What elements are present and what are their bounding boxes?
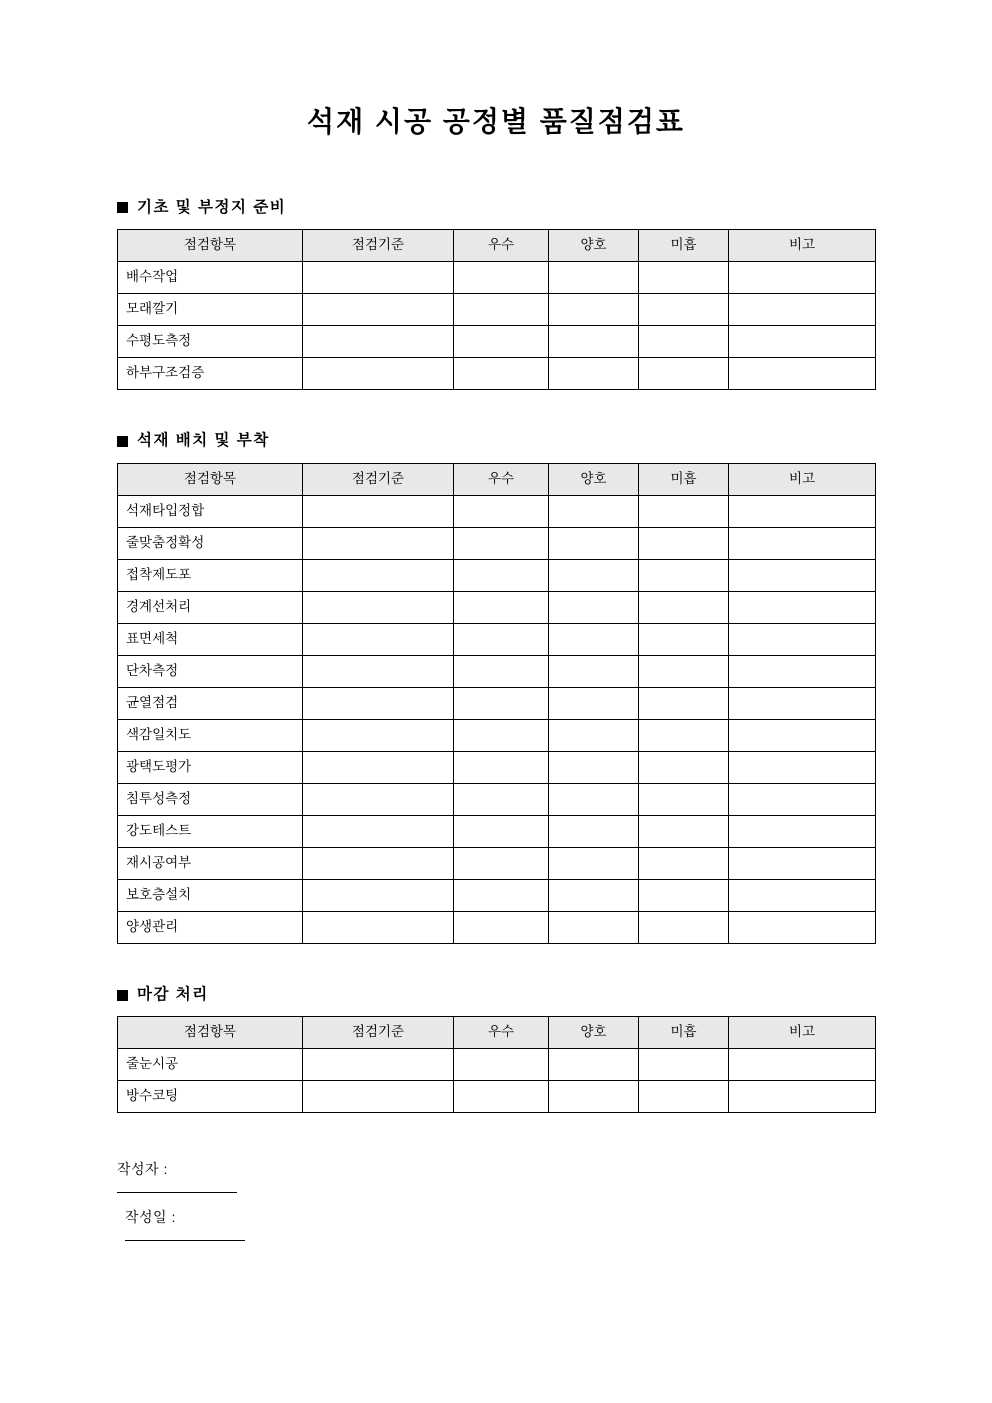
- cell-poor[interactable]: [639, 719, 729, 751]
- row-item-label: 표면세척: [118, 623, 303, 655]
- cell-poor[interactable]: [639, 262, 729, 294]
- table-body-finishing: [118, 1049, 876, 1113]
- column-header-note: 비고: [729, 463, 876, 495]
- table-row: [118, 326, 876, 358]
- column-header-excellent: 우수: [454, 230, 549, 262]
- row-item-label: 석재타입정합: [118, 495, 303, 527]
- row-item-label: 줄눈시공: [118, 1049, 303, 1081]
- cell-excellent[interactable]: [454, 591, 549, 623]
- cell-good[interactable]: [549, 326, 639, 358]
- cell-good[interactable]: [549, 495, 639, 527]
- cell-standard[interactable]: [303, 559, 454, 591]
- table-row: [118, 294, 876, 326]
- table-row: [118, 1049, 876, 1081]
- cell-note[interactable]: [729, 911, 876, 943]
- table-header-row: [118, 230, 876, 262]
- cell-good[interactable]: [549, 591, 639, 623]
- cell-note[interactable]: [729, 815, 876, 847]
- cell-standard[interactable]: [303, 623, 454, 655]
- table-row: [118, 783, 876, 815]
- cell-excellent[interactable]: [454, 358, 549, 390]
- row-item-label: 양생관리: [118, 911, 303, 943]
- column-header-note: 비고: [729, 230, 876, 262]
- cell-poor[interactable]: [639, 687, 729, 719]
- row-item-label: 색감일치도: [118, 719, 303, 751]
- column-header-item: 점검항목: [118, 1017, 303, 1049]
- column-header-good: 양호: [549, 230, 639, 262]
- cell-excellent[interactable]: [454, 294, 549, 326]
- cell-poor[interactable]: [639, 655, 729, 687]
- cell-standard[interactable]: [303, 911, 454, 943]
- row-item-label: 균열점검: [118, 687, 303, 719]
- checklist-table-finishing: [117, 1016, 876, 1113]
- cell-poor[interactable]: [639, 1049, 729, 1081]
- cell-note[interactable]: [729, 751, 876, 783]
- checklist-table-foundation: [117, 229, 876, 390]
- section-heading-label: 석재 배치 및 부착: [137, 432, 270, 450]
- cell-good[interactable]: [549, 783, 639, 815]
- table-row: [118, 591, 876, 623]
- column-header-excellent: 우수: [454, 463, 549, 495]
- cell-excellent[interactable]: [454, 527, 549, 559]
- cell-good[interactable]: [549, 911, 639, 943]
- column-header-good: 양호: [549, 1017, 639, 1049]
- cell-standard[interactable]: [303, 262, 454, 294]
- row-item-label: 침투성측정: [118, 783, 303, 815]
- table-row: [118, 559, 876, 591]
- cell-note[interactable]: [729, 1081, 876, 1113]
- date-label: 작성일 :: [125, 1209, 176, 1226]
- date-row: [117, 1209, 992, 1241]
- section-heading-foundation: [117, 199, 992, 218]
- cell-excellent[interactable]: [454, 623, 549, 655]
- cell-excellent[interactable]: [454, 815, 549, 847]
- table-body-stone-placement: [118, 495, 876, 943]
- cell-note[interactable]: [729, 294, 876, 326]
- cell-excellent[interactable]: [454, 1049, 549, 1081]
- table-row: [118, 687, 876, 719]
- cell-note[interactable]: [729, 326, 876, 358]
- cell-poor[interactable]: [639, 751, 729, 783]
- author-label: 작성자 :: [117, 1161, 168, 1178]
- section-finishing: [0, 986, 992, 1114]
- column-header-standard: 점검기준: [303, 230, 454, 262]
- table-row: [118, 847, 876, 879]
- row-item-label: 강도테스트: [118, 815, 303, 847]
- table-row: [118, 719, 876, 751]
- column-header-good: 양호: [549, 463, 639, 495]
- cell-standard[interactable]: [303, 751, 454, 783]
- cell-excellent[interactable]: [454, 326, 549, 358]
- cell-good[interactable]: [549, 1081, 639, 1113]
- column-header-item: 점검항목: [118, 463, 303, 495]
- table-row: [118, 623, 876, 655]
- table-row: [118, 527, 876, 559]
- row-item-label: 재시공여부: [118, 847, 303, 879]
- date-signature-line[interactable]: [125, 1240, 245, 1241]
- cell-standard[interactable]: [303, 591, 454, 623]
- row-item-label: 경계선처리: [118, 591, 303, 623]
- cell-excellent[interactable]: [454, 783, 549, 815]
- cell-poor[interactable]: [639, 591, 729, 623]
- column-header-poor: 미흡: [639, 230, 729, 262]
- cell-good[interactable]: [549, 559, 639, 591]
- section-stone-placement: [0, 432, 992, 944]
- cell-standard[interactable]: [303, 719, 454, 751]
- cell-good[interactable]: [549, 655, 639, 687]
- cell-note[interactable]: [729, 719, 876, 751]
- cell-poor[interactable]: [639, 495, 729, 527]
- cell-excellent[interactable]: [454, 751, 549, 783]
- cell-standard[interactable]: [303, 687, 454, 719]
- author-row: [117, 1161, 992, 1193]
- column-header-excellent: 우수: [454, 1017, 549, 1049]
- signature-block: [117, 1161, 992, 1241]
- cell-poor[interactable]: [639, 326, 729, 358]
- row-item-label: 모래깔기: [118, 294, 303, 326]
- table-header-row: [118, 463, 876, 495]
- cell-excellent[interactable]: [454, 262, 549, 294]
- row-item-label: 방수코팅: [118, 1081, 303, 1113]
- cell-poor[interactable]: [639, 879, 729, 911]
- table-header-row: [118, 1017, 876, 1049]
- author-signature-line[interactable]: [117, 1192, 237, 1193]
- square-bullet-icon: [117, 990, 128, 1001]
- cell-note[interactable]: [729, 591, 876, 623]
- cell-good[interactable]: [549, 527, 639, 559]
- cell-standard[interactable]: [303, 655, 454, 687]
- cell-excellent[interactable]: [454, 1081, 549, 1113]
- cell-excellent[interactable]: [454, 879, 549, 911]
- cell-excellent[interactable]: [454, 847, 549, 879]
- cell-note[interactable]: [729, 559, 876, 591]
- table-row: [118, 358, 876, 390]
- checklist-table-stone-placement: [117, 463, 876, 944]
- square-bullet-icon: [117, 202, 128, 213]
- column-header-standard: 점검기준: [303, 463, 454, 495]
- column-header-standard: 점검기준: [303, 1017, 454, 1049]
- cell-excellent[interactable]: [454, 687, 549, 719]
- cell-poor[interactable]: [639, 358, 729, 390]
- row-item-label: 줄맞춤정확성: [118, 527, 303, 559]
- section-heading-label: 마감 처리: [137, 985, 209, 1003]
- row-item-label: 수평도측정: [118, 326, 303, 358]
- cell-standard[interactable]: [303, 783, 454, 815]
- row-item-label: 보호층설치: [118, 879, 303, 911]
- column-header-poor: 미흡: [639, 1017, 729, 1049]
- cell-standard[interactable]: [303, 294, 454, 326]
- cell-standard[interactable]: [303, 1081, 454, 1113]
- cell-poor[interactable]: [639, 847, 729, 879]
- cell-excellent[interactable]: [454, 559, 549, 591]
- cell-standard[interactable]: [303, 358, 454, 390]
- cell-note[interactable]: [729, 527, 876, 559]
- cell-poor[interactable]: [639, 783, 729, 815]
- column-header-poor: 미흡: [639, 463, 729, 495]
- cell-note[interactable]: [729, 783, 876, 815]
- table-row: [118, 1081, 876, 1113]
- row-item-label: 접착제도포: [118, 559, 303, 591]
- cell-poor[interactable]: [639, 911, 729, 943]
- cell-note[interactable]: [729, 358, 876, 390]
- cell-note[interactable]: [729, 879, 876, 911]
- row-item-label: 광택도평가: [118, 751, 303, 783]
- cell-standard[interactable]: [303, 495, 454, 527]
- column-header-note: 비고: [729, 1017, 876, 1049]
- section-heading-finishing: [117, 986, 992, 1005]
- table-row: [118, 655, 876, 687]
- cell-standard[interactable]: [303, 847, 454, 879]
- table-body-foundation: [118, 262, 876, 390]
- row-item-label: 배수작업: [118, 262, 303, 294]
- table-row: [118, 911, 876, 943]
- section-heading-label: 기초 및 부정지 준비: [137, 198, 287, 216]
- column-header-item: 점검항목: [118, 230, 303, 262]
- cell-poor[interactable]: [639, 815, 729, 847]
- cell-standard[interactable]: [303, 326, 454, 358]
- cell-note[interactable]: [729, 1049, 876, 1081]
- page-title: 석재 시공 공정별 품질점검표: [307, 106, 685, 137]
- row-item-label: 하부구조검증: [118, 358, 303, 390]
- cell-good[interactable]: [549, 815, 639, 847]
- square-bullet-icon: [117, 436, 128, 447]
- table-row: [118, 815, 876, 847]
- cell-excellent[interactable]: [454, 655, 549, 687]
- cell-standard[interactable]: [303, 815, 454, 847]
- table-row: [118, 262, 876, 294]
- section-foundation: [0, 199, 992, 391]
- cell-excellent[interactable]: [454, 719, 549, 751]
- cell-poor[interactable]: [639, 623, 729, 655]
- cell-poor[interactable]: [639, 1081, 729, 1113]
- cell-note[interactable]: [729, 262, 876, 294]
- cell-poor[interactable]: [639, 294, 729, 326]
- cell-excellent[interactable]: [454, 495, 549, 527]
- cell-good[interactable]: [549, 1049, 639, 1081]
- cell-note[interactable]: [729, 623, 876, 655]
- cell-good[interactable]: [549, 847, 639, 879]
- cell-good[interactable]: [549, 262, 639, 294]
- cell-poor[interactable]: [639, 527, 729, 559]
- table-row: [118, 879, 876, 911]
- cell-note[interactable]: [729, 495, 876, 527]
- cell-poor[interactable]: [639, 559, 729, 591]
- cell-good[interactable]: [549, 294, 639, 326]
- cell-good[interactable]: [549, 623, 639, 655]
- table-row: [118, 751, 876, 783]
- cell-good[interactable]: [549, 879, 639, 911]
- section-heading-stone-placement: [117, 432, 992, 451]
- cell-note[interactable]: [729, 847, 876, 879]
- cell-good[interactable]: [549, 687, 639, 719]
- cell-standard[interactable]: [303, 879, 454, 911]
- cell-excellent[interactable]: [454, 911, 549, 943]
- cell-note[interactable]: [729, 687, 876, 719]
- cell-standard[interactable]: [303, 1049, 454, 1081]
- row-item-label: 단차측정: [118, 655, 303, 687]
- cell-good[interactable]: [549, 358, 639, 390]
- cell-good[interactable]: [549, 719, 639, 751]
- cell-standard[interactable]: [303, 527, 454, 559]
- cell-good[interactable]: [549, 751, 639, 783]
- table-row: [118, 495, 876, 527]
- cell-note[interactable]: [729, 655, 876, 687]
